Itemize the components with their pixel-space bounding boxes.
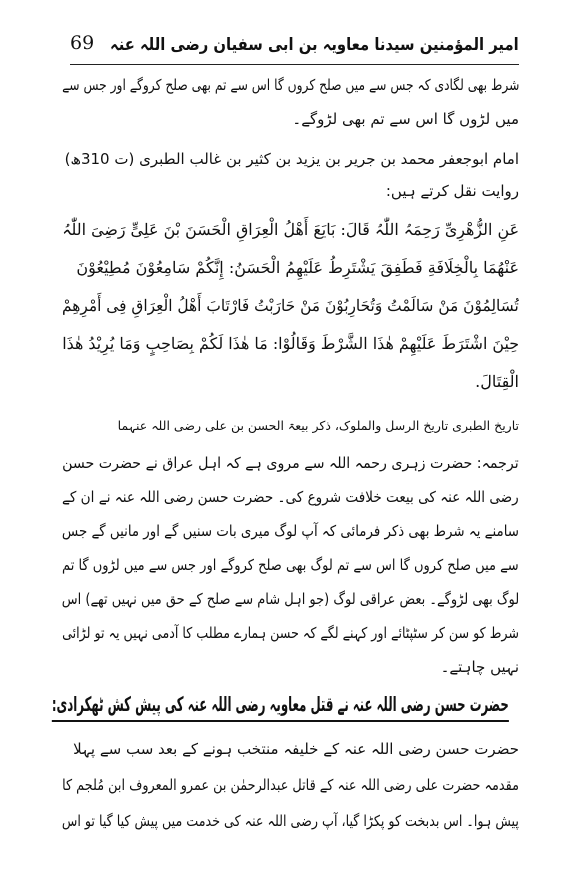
- running-title: امیر المؤمنین سیدنا معاویہ بن ابی سفیان رضی اللہ عنہ: [110, 35, 519, 55]
- intro-line: میں لڑوں گا اس سے تم بھی لڑوگے۔: [292, 110, 519, 128]
- arabic-hadith-line: الْقِتَالَ.: [475, 372, 519, 391]
- section-heading: حضرت حسن رضی اللہ عنہ نے قتل معاویہ رضی اللہ عنہ کی پیش کش ٹھکرادی:: [52, 692, 509, 722]
- page-header: [70, 30, 519, 65]
- arabic-hadith-line: حِیْنَ اشْتَرَطَ عَلَیْهِمْ هٰذَا الشَّرْطَ وَقَالُوْا: مَا هٰذَا لَكُمْ بِصَاحِبٍ وَمَا یُرِیْدُ هٰذَا: [62, 334, 519, 353]
- translation-line: لوگ بھی لڑوگے۔ بعض عراقی لوگ (جو اہل شام سے صلح کے حق میں نہیں تھے) اس: [61, 590, 519, 608]
- narrator-line: امام ابوجعفر محمد بن جریر بن یزید بن کثیر بن غالب الطبری (ت 310ھ): [64, 150, 519, 168]
- translation-line: ترجمہ: حضرت زہری رحمہ اللہ سے مروی ہے کہ اہل عراق نے حضرت حسن: [62, 454, 519, 472]
- translation-line: شرط کو سن کر سٹپٹائے اور کہنے لگے کہ حسن ہمارے مطلب کا آدمی نہیں یہ تو لڑائی: [62, 624, 519, 642]
- body-line: مقدمہ حضرت علی رضی اللہ عنہ کے قاتل عبدالرحمٰن بن عمرو المعروف ابن مُلجم کا: [62, 776, 519, 794]
- intro-line: شرط بھی لگادی کہ جس سے میں صلح کروں گا اس سے تم بھی صلح کروگے اور جس سے: [61, 76, 519, 94]
- page-number: 69: [70, 32, 95, 54]
- translation-line: سے میں صلح کروں گا اس سے تم لوگ بھی صلح کروگے اور جس سے میں لڑوں گا تم: [62, 556, 519, 574]
- body-line: حضرت حسن رضی اللہ عنہ کے خلیفہ منتخب ہونے کے بعد سب سے پہلا: [73, 740, 519, 758]
- translation-line: نہیں چاہتے۔: [440, 658, 519, 676]
- source-reference: تاریخ الطبری تاریخ الرسل والملوک، ذکر بیعۃ الحسن بن علی رضی اللہ عنہما: [117, 418, 519, 433]
- arabic-hadith-line: عَنْهُمَا بِالْخِلَافَةِ فَطَفِقَ یَشْتَرِطُ عَلَیْهِمُ الْحَسَنُ: إِنَّكُمْ سَامِعُوْنَ مُطِیْعُوْنَ: [76, 258, 519, 277]
- translation-line: رضی اللہ عنہ کی بیعت خلافت شروع کی۔ حضرت حسن رضی اللہ عنہ نے ان کے: [62, 488, 519, 506]
- arabic-hadith-line: تُسَالِمُوْنَ مَنْ سَالَمْتُ وَتُحَارِبُوْنَ مَنْ حَارَبْتُ فَارْتَابَ أَهْلُ الْعِرَاقِ فِی أَمْرِهِمْ: [62, 296, 519, 315]
- arabic-hadith-line: عَنِ الزُّهْرِیِّ رَحِمَہُ اللّٰہُ قَالَ: بَایَعَ أَهْلُ الْعِرَاقِ الْحَسَنَ بْنَ عَلِیٍّ رَضِیَ اللّٰہُ: [62, 220, 519, 239]
- body-line: پیش ہوا۔ اس بدبخت کو پکڑا گیا، آپ رضی اللہ عنہ کی خدمت میں پیش کیا گیا تو اس: [61, 812, 519, 830]
- narrator-line: روایت نقل کرتے ہیں:: [385, 182, 519, 200]
- translation-line: سامنے یہ شرط بھی ذکر فرمائی کہ آپ لوگ میری بات سنیں گے اور مانیں گے جس: [61, 522, 519, 540]
